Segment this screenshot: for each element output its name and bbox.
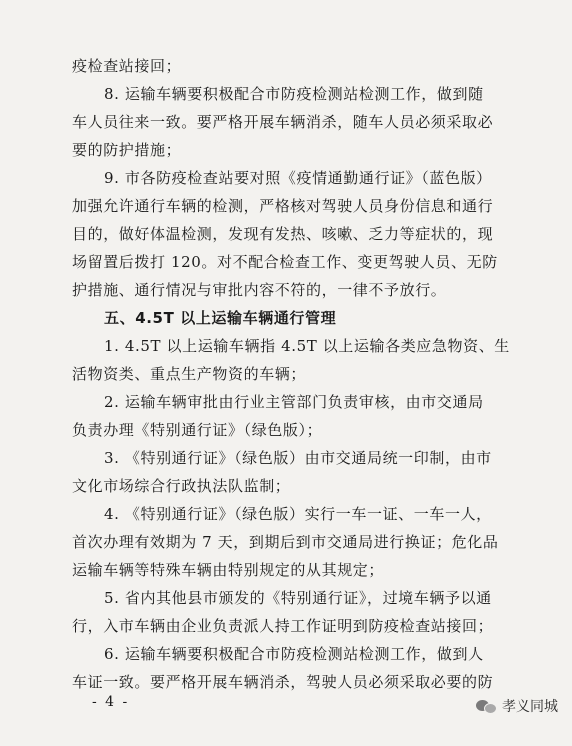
text-line: 4. 《特别通行证》（绿色版）实行一车一证、一车一人，	[104, 505, 492, 523]
text-line: 6. 运输车辆要积极配合市防疫检测站检测工作，做到人	[104, 645, 484, 663]
text-line: 2. 运输车辆审批由行业主管部门负责审核，由市交通局	[104, 393, 484, 411]
text-line: 车人员往来一致。要严格开展车辆消杀，随车人员必须采取必	[72, 113, 494, 131]
text-line: 活物资类、重点生产物资的车辆；	[72, 365, 307, 383]
document-body	[72, 52, 512, 696]
text-line: 运输车辆等特殊车辆由特别规定的从其规定；	[72, 561, 385, 579]
text-line: 车证一致。要严格开展车辆消杀，驾驶人员必须采取必要的防	[72, 673, 494, 691]
text-line: 疫检查站接回；	[72, 57, 182, 75]
text-line: 9. 市各防疫检查站要对照《疫情通勤通行证》（蓝色版）	[104, 169, 492, 187]
text-line: 加强允许通行车辆的检测，严格核对驾驶人员身份信息和通行	[72, 197, 494, 215]
text-line: 8. 运输车辆要积极配合市防疫检测站检测工作，做到随	[104, 85, 484, 103]
watermark	[476, 696, 558, 716]
wechat-icon	[476, 698, 496, 714]
page-number: - 4 -	[92, 694, 130, 710]
text-line: 首次办理有效期为 7 天，到期后到市交通局进行换证；危化品	[72, 533, 499, 551]
text-line: 场留置后拨打 120。对不配合检查工作、变更驾驶人员、无防	[72, 253, 498, 271]
text-line: 负责办理《特别通行证》（绿色版）；	[72, 421, 323, 439]
text-line: 文化市场综合行政执法队监制；	[72, 477, 291, 495]
text-line: 5. 省内其他县市颁发的《特别通行证》，过境车辆予以通	[104, 589, 492, 607]
watermark-label: 孝义同城	[502, 699, 558, 715]
text-line: 护措施、通行情况与审批内容不符的，一律不予放行。	[72, 281, 447, 299]
text-line: 行，入市车辆由企业负责派人持工作证明到防疫检查站接回；	[72, 617, 494, 635]
text-line: 要的防护措施；	[72, 141, 182, 159]
text-line: 1. 4.5T 以上运输车辆指 4.5T 以上运输各类应急物资、生	[104, 337, 510, 355]
section-heading: 五、4.5T 以上运输车辆通行管理	[104, 309, 337, 327]
text-line: 3. 《特别通行证》（绿色版）由市交通局统一印制，由市	[104, 449, 492, 467]
text-line: 目的，做好体温检测，发现有发热、咳嗽、乏力等症状的，现	[72, 225, 494, 243]
